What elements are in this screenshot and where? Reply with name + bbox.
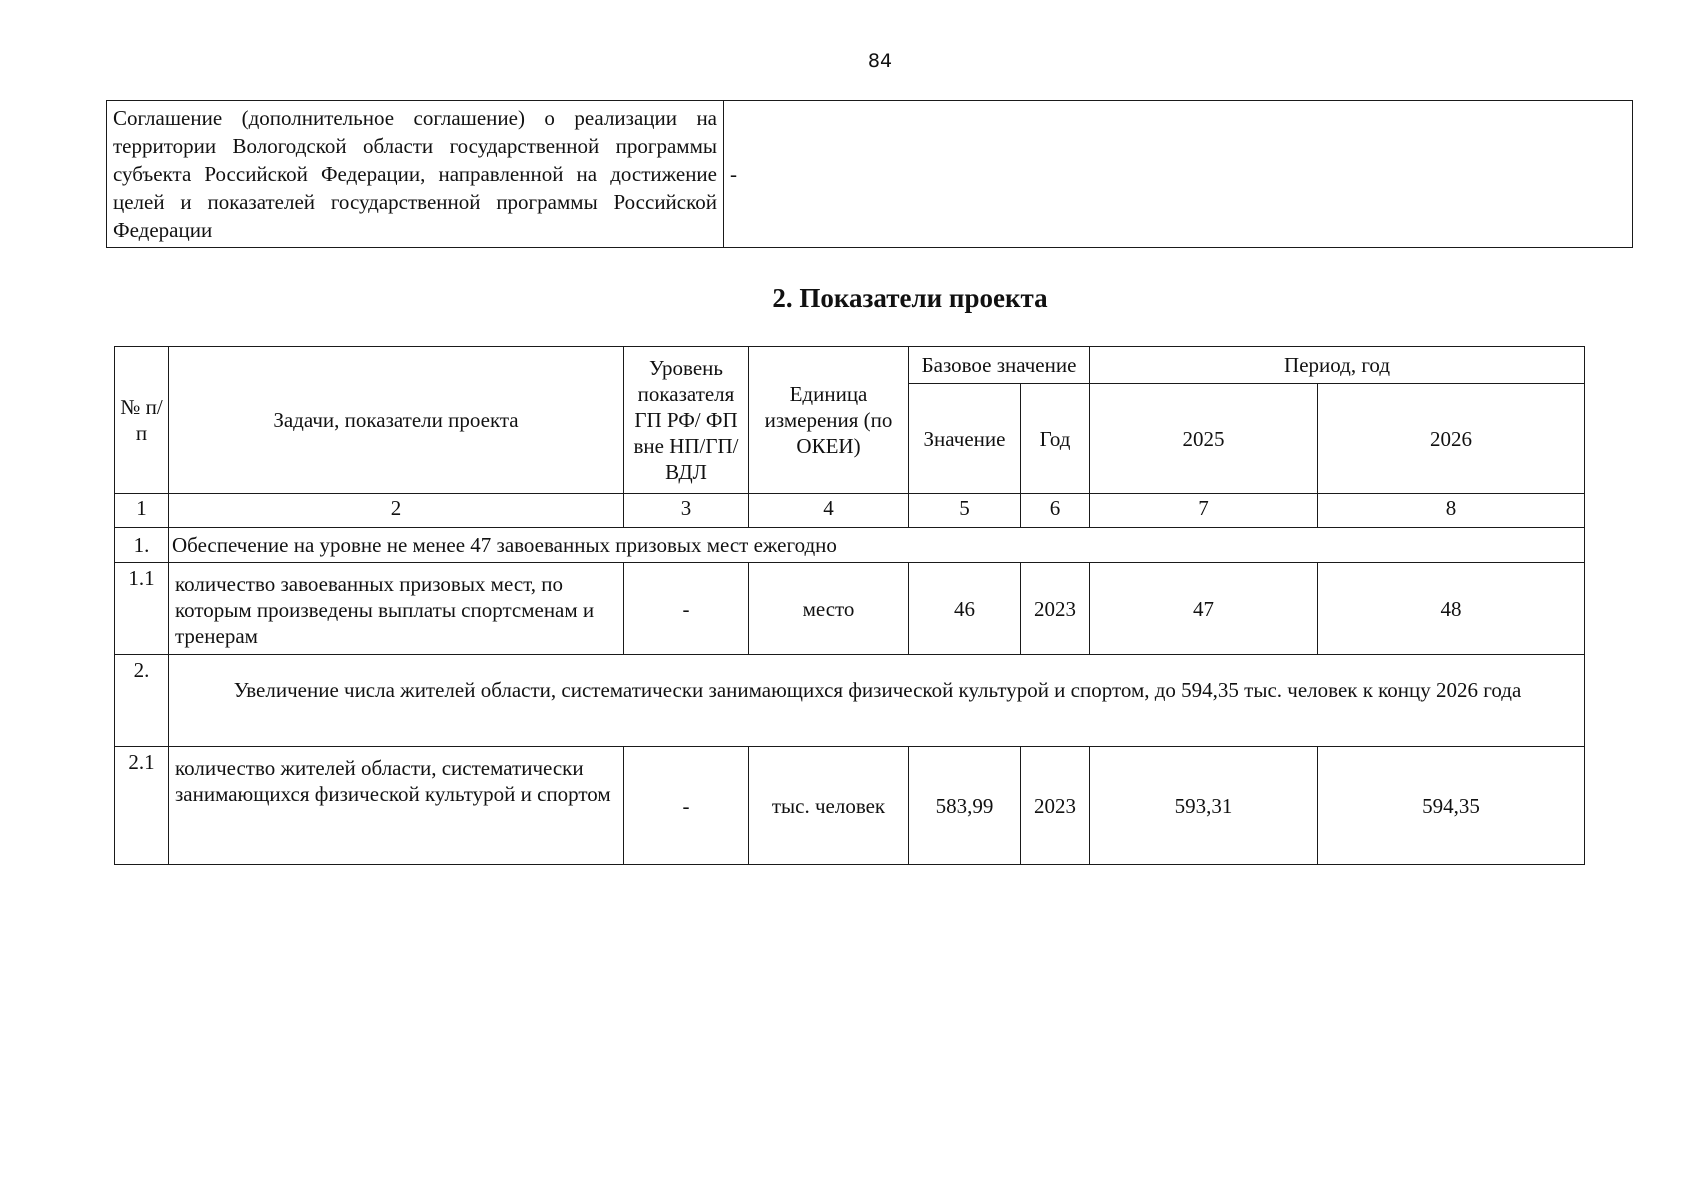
header-base-value: Значение (909, 384, 1021, 494)
task-num: 2. (115, 655, 169, 747)
header-year-2025: 2025 (1090, 384, 1318, 494)
header-year-2026: 2026 (1318, 384, 1585, 494)
column-number: 8 (1318, 494, 1585, 528)
indicator-base-year: 2023 (1021, 747, 1090, 865)
header-base: Базовое значение (909, 347, 1090, 384)
indicator-row-2-1 (115, 747, 1585, 865)
indicator-num: 2.1 (115, 747, 169, 865)
header-num: № п/п (115, 347, 169, 494)
column-number: 1 (115, 494, 169, 528)
indicator-value-2026: 48 (1318, 563, 1585, 655)
page-number: 84 (867, 50, 893, 72)
header-row-1 (115, 347, 1585, 384)
column-number: 2 (169, 494, 624, 528)
indicator-unit: тыс. человек (749, 747, 909, 865)
indicator-num: 1.1 (115, 563, 169, 655)
indicator-level: - (624, 563, 749, 655)
header-period: Период, год (1090, 347, 1585, 384)
column-number: 3 (624, 494, 749, 528)
indicator-value-2025: 47 (1090, 563, 1318, 655)
indicator-level: - (624, 747, 749, 865)
column-number: 6 (1021, 494, 1090, 528)
column-number: 5 (909, 494, 1021, 528)
column-number: 7 (1090, 494, 1318, 528)
indicator-value-2025: 593,31 (1090, 747, 1318, 865)
task-row-2 (115, 655, 1585, 747)
header-tasks: Задачи, показатели проекта (169, 347, 624, 494)
column-number: 4 (749, 494, 909, 528)
task-row-1 (115, 528, 1585, 563)
header-base-year: Год (1021, 384, 1090, 494)
section-title: 2. Показатели проекта (772, 283, 1048, 313)
agreement-value: - (724, 101, 1633, 248)
indicator-row-1-1 (115, 563, 1585, 655)
task-text: Увеличение числа жителей области, систематически занимающихся физической культурой и спортом, до 594,35 тыс. человек к концу 2026 года (169, 655, 1585, 747)
indicator-unit: место (749, 563, 909, 655)
task-text: Обеспечение на уровне не менее 47 завоеванных призовых мест ежегодно (169, 528, 1585, 563)
indicator-text: количество завоеванных призовых мест, по которым произведены выплаты спортсменам и тренерам (169, 563, 624, 655)
indicator-base-year: 2023 (1021, 563, 1090, 655)
indicator-base-value: 46 (909, 563, 1021, 655)
agreement-text: Соглашение (дополнительное соглашение) о реализации на территории Вологодской области государственной программы субъекта Российской Федерации, направленной на достижение целей и показателей государственной программы Российской Федерации (107, 101, 724, 248)
indicators-table (114, 346, 1585, 865)
agreement-table (106, 100, 1633, 248)
header-unit: Единица измерения (по ОКЕИ) (749, 347, 909, 494)
header-level: Уровень показателя ГП РФ/ ФП вне НП/ГП/ ВДЛ (624, 347, 749, 494)
indicator-value-2026: 594,35 (1318, 747, 1585, 865)
task-num: 1. (115, 528, 169, 563)
column-numbers-row (115, 494, 1585, 528)
indicator-text: количество жителей области, систематически занимающихся физической культурой и спортом (169, 747, 624, 865)
indicator-base-value: 583,99 (909, 747, 1021, 865)
